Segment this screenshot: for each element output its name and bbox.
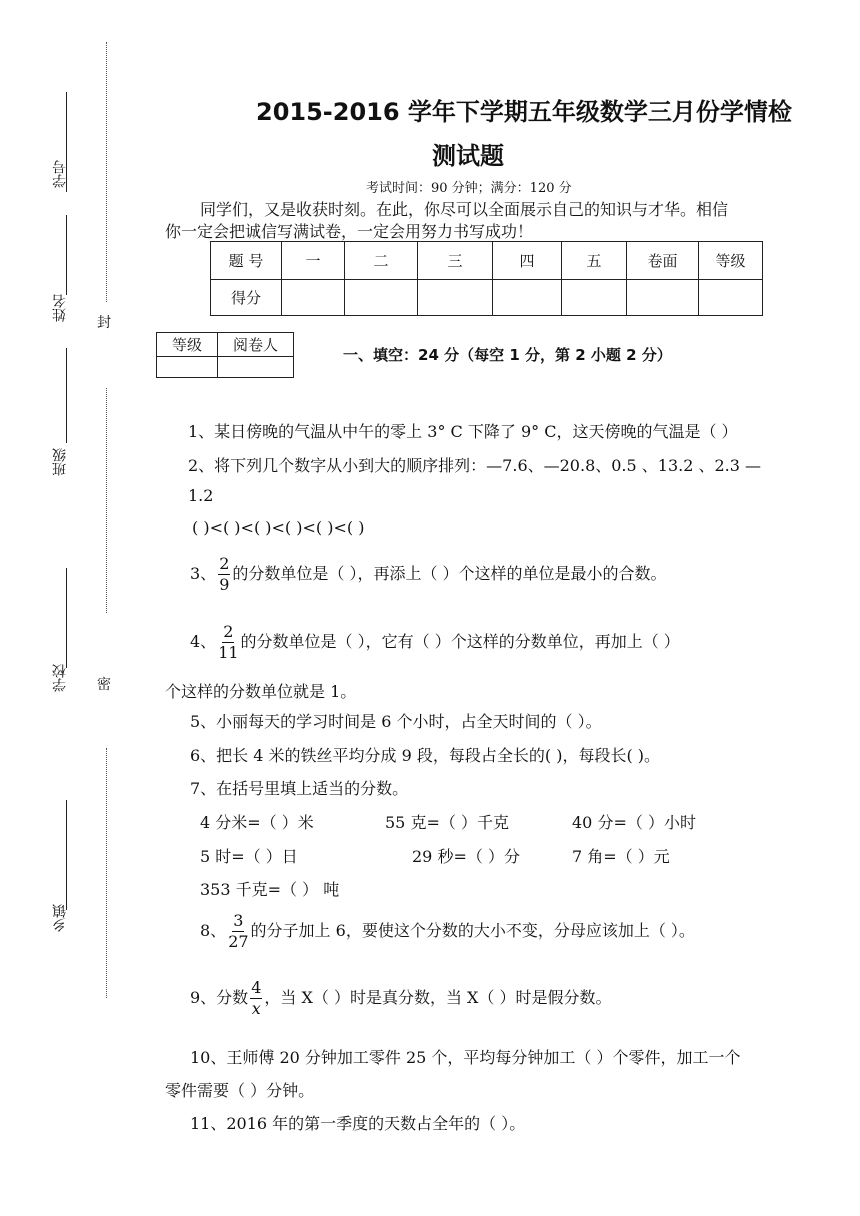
xiangzhen-underline [66,800,67,910]
label-xingming: 姓名 [52,294,68,322]
question-1: 1、某日傍晚的气温从中午的零上 3° C 下降了 9° C，这天傍晚的气温是（ ） [188,422,738,441]
question-7-item: 7 角=（ ）元 [572,847,670,866]
intro-line2: 你一定会把诚信写满试卷，一定会用努力书写成功！ [165,222,534,241]
question-8-prefix: 8、 [200,921,227,940]
question-3-text: 的分数单位是（ ），再添上（ ）个这样的单位是最小的合数。 [232,564,667,583]
score-row-label: 得分 [211,280,282,316]
score-col-3: 三 [418,242,493,280]
question-2-line2: 1.2 [188,486,214,505]
question-10-line2: 零件需要（ ）分钟。 [165,1081,315,1100]
question-7-item: 55 克=（ ）千克 [385,813,509,832]
fraction-numerator: 2 [223,622,234,641]
seal-mi: 密 [97,677,111,693]
question-7-item: 353 千克=（ ） 吨 [200,880,340,899]
score-col-1: 一 [282,242,345,280]
question-4 [190,622,680,663]
exam-info: 考试时间：90 分钟；满分：120 分 [366,181,572,196]
score-table-header-row [211,242,763,280]
label-banji: 班级 [52,448,68,476]
score-cell[interactable] [699,280,763,316]
grader-col-yuejuanren: 阅卷人 [218,333,294,357]
question-2-answer-blanks: ( )<( )<( )<( )<( )<( ) [192,518,365,537]
grader-cell[interactable] [157,357,218,378]
dotted-line-1 [106,42,107,302]
fraction-denominator: x [251,999,261,1018]
fraction-denominator: 11 [218,643,239,662]
dotted-line-2 [106,388,107,613]
label-xiangzhen: 乡镇 [52,904,68,932]
question-8 [200,911,695,952]
question-3-prefix: 3、 [190,564,217,583]
question-4-text: 的分数单位是（ ），它有（ ）个这样的分数单位，再加上（ ） [240,632,680,651]
fraction-numerator: 3 [233,911,244,930]
score-cell[interactable] [282,280,345,316]
fraction-denominator: 9 [219,575,230,594]
question-9-text: ，当 X（ ）时是真分数，当 X（ ）时是假分数。 [264,988,612,1007]
grader-value-row [157,357,294,378]
fraction-numerator: 4 [251,978,262,997]
question-8-text: 的分子加上 6，要使这个分数的大小不变，分母应该加上（ ）。 [250,921,695,940]
score-cell[interactable] [345,280,418,316]
score-col-2: 二 [345,242,418,280]
fraction-3-27 [228,911,248,952]
question-9 [190,978,612,1019]
seal-feng: 封 [97,315,111,331]
intro-line1: 同学们，又是收获时刻。在此，你尽可以全面展示自己的知识与才华。相信 [200,200,729,219]
label-xuehao: 学号 [52,160,68,188]
question-7-item: 29 秒=（ ）分 [412,847,520,866]
score-col-5: 五 [562,242,627,280]
fraction-denominator: 27 [228,932,249,951]
fraction-4-x [250,978,262,1019]
question-7-item: 5 时=（ ）日 [200,847,298,866]
question-7-item: 40 分=（ ）小时 [572,813,696,832]
score-cell[interactable] [418,280,493,316]
xuexiao-underline [66,568,67,668]
question-3 [190,554,667,595]
fraction-2-11 [218,622,238,663]
score-table-score-row [211,280,763,316]
question-9-prefix: 9、分数 [190,988,249,1007]
exam-title-line2: 测试题 [432,142,504,170]
grader-col-dengji: 等级 [157,333,218,357]
question-5: 5、小丽每天的学习时间是 6 个小时，占全天时间的（ ）。 [190,712,602,731]
question-4-prefix: 4、 [190,632,217,651]
fraction-numerator: 2 [219,554,230,573]
label-xuexiao: 学校 [52,664,68,692]
question-10-line1: 10、王师傅 20 分钟加工零件 25 个，平均每分钟加工（ ）个零件，加工一个 [190,1048,741,1067]
question-7-item: 4 分米=（ ）米 [200,813,314,832]
grader-cell[interactable] [218,357,294,378]
banji-underline [66,348,67,443]
score-col-label: 题 号 [211,242,282,280]
score-col-juanmian: 卷面 [627,242,699,280]
section1-title: 一、填空：24 分（每空 1 分，第 2 小题 2 分） [343,346,672,364]
dotted-line-3 [106,748,107,998]
question-7: 7、在括号里填上适当的分数。 [190,779,409,798]
score-cell[interactable] [493,280,562,316]
question-11: 11、2016 年的第一季度的天数占全年的（ ）。 [190,1114,526,1133]
grader-table [156,332,294,378]
xingming-underline [66,215,67,295]
score-cell[interactable] [627,280,699,316]
score-col-dengji: 等级 [699,242,763,280]
score-col-4: 四 [493,242,562,280]
fraction-2-9 [218,554,230,595]
exam-title-line1: 2015-2016 学年下学期五年级数学三月份学情检 [256,98,792,126]
question-6: 6、把长 4 米的铁丝平均分成 9 段，每段占全长的( )，每段长( )。 [190,746,661,765]
question-2-line1: 2、将下列几个数字从小到大的顺序排列：—7.6、—20.8、0.5 、13.2 、2.3 — [188,456,762,475]
question-4-line2: 个这样的分数单位就是 1。 [165,682,357,701]
grader-header-row [157,333,294,357]
score-table [210,241,763,316]
score-cell[interactable] [562,280,627,316]
